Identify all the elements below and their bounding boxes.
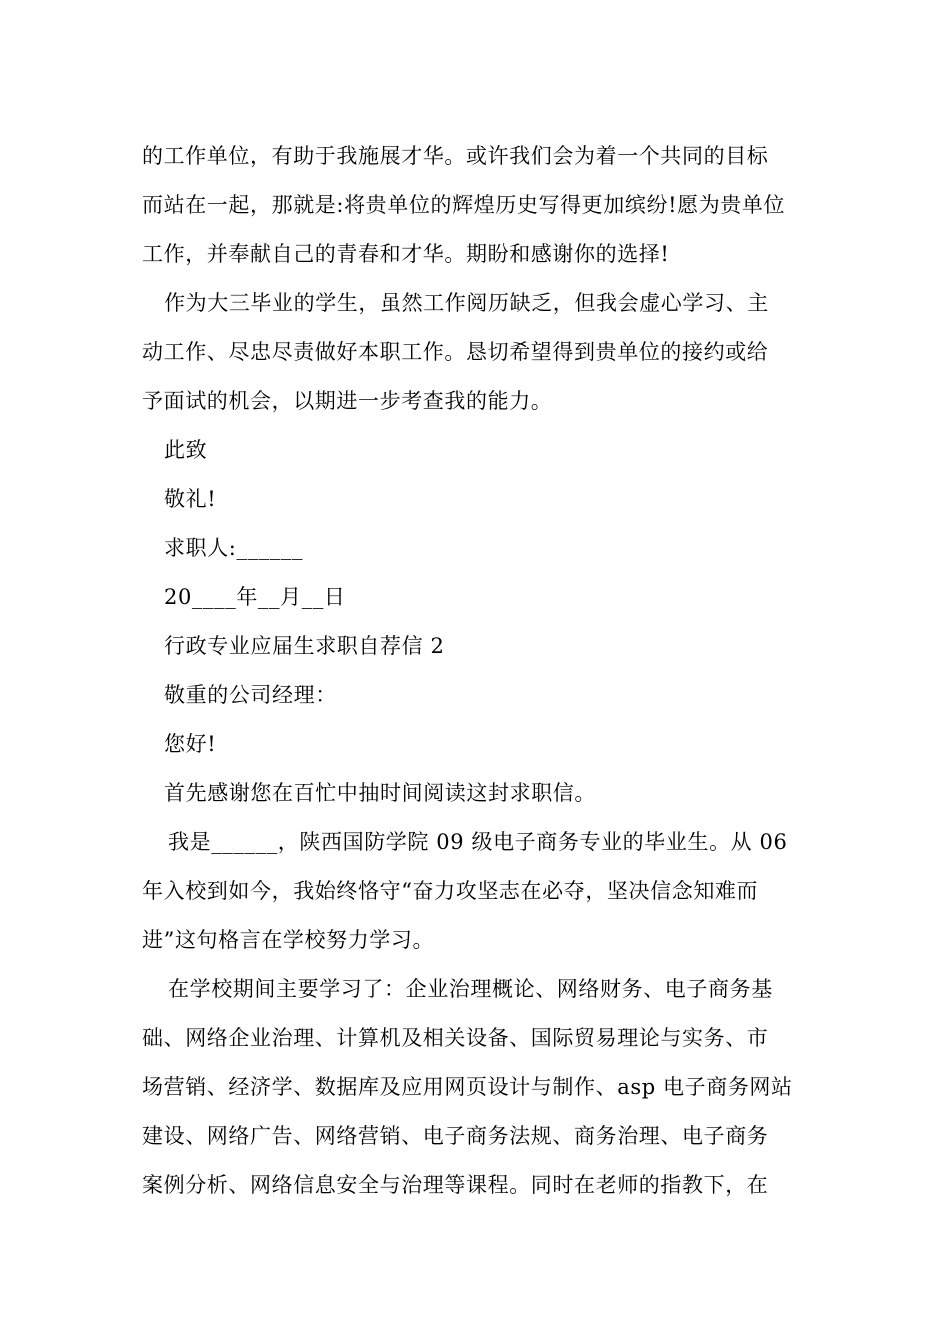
document-body: [142, 132, 810, 1210]
body-line: 建设、网络广告、网络营销、电子商务法规、商务治理、电子商务: [142, 1124, 769, 1148]
greeting: 您好!: [164, 732, 217, 756]
applicant-signature-line: 求职人:______: [164, 536, 304, 560]
section-title: 行政专业应届生求职自荐信 2: [164, 634, 445, 658]
closing-salutation: 此致: [164, 438, 208, 462]
body-line: 场营销、经济学、数据库及应用网页设计与制作、asp 电子商务网站: [142, 1075, 793, 1099]
body-line: 动工作、尽忠尽责做好本职工作。恳切希望得到贵单位的接约或给: [142, 340, 769, 364]
body-line: 工作，并奉献自己的青春和才华。期盼和感谢你的选择!: [142, 242, 670, 266]
body-line: 年入校到如今，我始终恪守“奋力攻坚志在必夺，坚决信念知难而: [142, 879, 759, 903]
date-line: 20____年__月__日: [164, 585, 346, 609]
greeting-recipient: 敬重的公司经理：: [164, 683, 337, 707]
body-line: 础、网络企业治理、计算机及相关设备、国际贸易理论与实务、市: [142, 1026, 769, 1050]
body-line: 进”这句格言在学校努力学习。: [142, 928, 435, 952]
body-line: 在学校期间主要学习了：企业治理概论、网络财务、电子商务基: [168, 977, 773, 1001]
body-line: 的工作单位，有助于我施展才华。或许我们会为着一个共同的目标: [142, 144, 769, 168]
body-line: 予面试的机会，以期进一步考查我的能力。: [142, 389, 553, 413]
body-line: 作为大三毕业的学生，虽然工作阅历缺乏，但我会虚心学习、主: [164, 291, 769, 315]
body-line: 我是______，陕西国防学院 09 级电子商务专业的毕业生。从 06: [168, 830, 788, 854]
body-line: 首先感谢您在百忙中抽时间阅读这封求职信。: [164, 781, 596, 805]
body-line: 案例分析、网络信息安全与治理等课程。同时在老师的指教下，在: [142, 1173, 769, 1197]
closing-regards: 敬礼!: [164, 487, 217, 511]
body-line: 而站在一起，那就是:将贵单位的辉煌历史写得更加缤纷!愿为贵单位: [142, 193, 786, 217]
